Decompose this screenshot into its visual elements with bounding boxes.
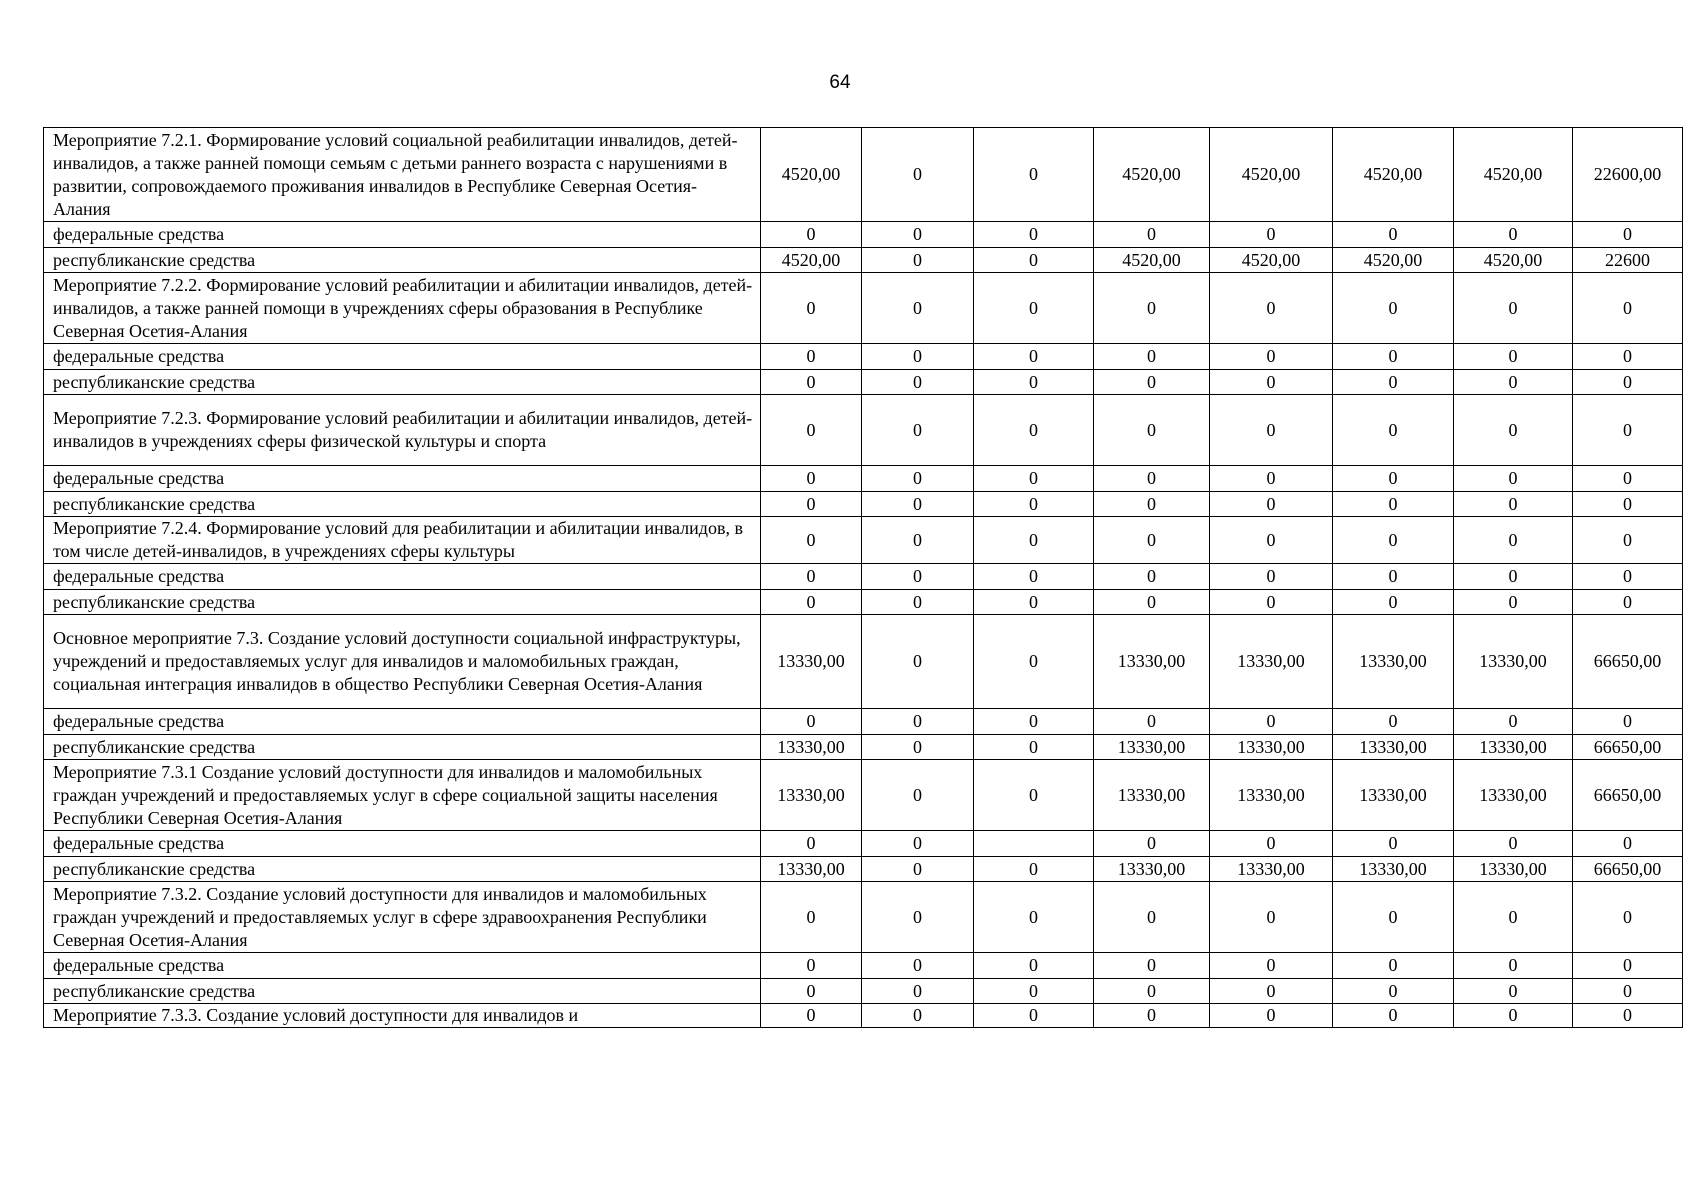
value-cell: 0 <box>974 953 1094 979</box>
value-cell: 0 <box>761 979 862 1004</box>
value-cell: 0 <box>1094 370 1210 395</box>
value-cell: 0 <box>1454 273 1573 344</box>
value-cell: 0 <box>1210 222 1333 248</box>
value-cell: 0 <box>761 370 862 395</box>
value-cell: 0 <box>1210 370 1333 395</box>
value-cell <box>974 831 1094 857</box>
value-cell: 0 <box>1094 466 1210 492</box>
value-cell: 0 <box>1333 395 1454 466</box>
value-cell: 0 <box>862 1004 974 1028</box>
row-label: федеральные средства <box>44 953 761 979</box>
value-cell: 4520,00 <box>1454 128 1573 222</box>
value-cell: 0 <box>1333 273 1454 344</box>
value-cell: 0 <box>862 370 974 395</box>
value-cell: 0 <box>974 1004 1094 1028</box>
row-label: федеральные средства <box>44 709 761 735</box>
value-cell: 0 <box>1454 590 1573 615</box>
value-cell: 0 <box>1333 466 1454 492</box>
value-cell: 0 <box>1210 709 1333 735</box>
value-cell: 0 <box>1210 492 1333 517</box>
table-row <box>44 395 1683 466</box>
value-cell: 0 <box>1210 831 1333 857</box>
row-label: республиканские средства <box>44 979 761 1004</box>
table-row <box>44 222 1683 248</box>
row-label: республиканские средства <box>44 370 761 395</box>
row-label: федеральные средства <box>44 222 761 248</box>
value-cell: 0 <box>974 735 1094 760</box>
value-cell: 0 <box>1094 395 1210 466</box>
value-cell: 0 <box>1333 831 1454 857</box>
value-cell: 13330,00 <box>1333 615 1454 709</box>
table-row <box>44 590 1683 615</box>
value-cell: 13330,00 <box>1210 760 1333 831</box>
value-cell: 0 <box>1573 564 1683 590</box>
value-cell: 0 <box>974 466 1094 492</box>
value-cell: 0 <box>1573 882 1683 953</box>
value-cell: 0 <box>1333 979 1454 1004</box>
value-cell: 0 <box>761 395 862 466</box>
value-cell: 0 <box>974 222 1094 248</box>
value-cell: 0 <box>974 615 1094 709</box>
value-cell: 0 <box>862 979 974 1004</box>
value-cell: 0 <box>974 248 1094 273</box>
value-cell: 0 <box>1210 882 1333 953</box>
value-cell: 0 <box>1454 564 1573 590</box>
value-cell: 0 <box>862 273 974 344</box>
value-cell: 0 <box>974 517 1094 564</box>
value-cell: 0 <box>862 395 974 466</box>
value-cell: 0 <box>974 344 1094 370</box>
value-cell: 13330,00 <box>1454 760 1573 831</box>
value-cell: 0 <box>1210 344 1333 370</box>
value-cell: 0 <box>1094 590 1210 615</box>
table-row <box>44 517 1683 564</box>
table-row <box>44 953 1683 979</box>
value-cell: 0 <box>1573 344 1683 370</box>
value-cell: 0 <box>1094 273 1210 344</box>
value-cell: 13330,00 <box>1210 857 1333 882</box>
table-row <box>44 615 1683 709</box>
value-cell: 0 <box>1094 344 1210 370</box>
value-cell: 0 <box>1454 492 1573 517</box>
value-cell: 4520,00 <box>1210 248 1333 273</box>
value-cell: 13330,00 <box>1094 615 1210 709</box>
value-cell: 0 <box>1094 517 1210 564</box>
row-label: федеральные средства <box>44 344 761 370</box>
value-cell: 0 <box>1094 222 1210 248</box>
value-cell: 0 <box>1454 1004 1573 1028</box>
value-cell: 66650,00 <box>1573 857 1683 882</box>
value-cell: 0 <box>1573 517 1683 564</box>
value-cell: 0 <box>1333 370 1454 395</box>
value-cell: 0 <box>862 735 974 760</box>
value-cell: 0 <box>862 564 974 590</box>
value-cell: 0 <box>1333 590 1454 615</box>
value-cell: 0 <box>1573 979 1683 1004</box>
value-cell: 0 <box>1094 882 1210 953</box>
row-label: республиканские средства <box>44 590 761 615</box>
value-cell: 0 <box>1094 709 1210 735</box>
table-row <box>44 128 1683 222</box>
table-row <box>44 979 1683 1004</box>
value-cell: 0 <box>761 344 862 370</box>
value-cell: 13330,00 <box>1333 760 1454 831</box>
row-label: Мероприятие 7.2.4. Формирование условий для реабилитации и абилитации инвалидов, в том числе детей-инвалидов, в учреждениях сферы культуры <box>44 517 761 564</box>
table-row <box>44 882 1683 953</box>
value-cell: 0 <box>1573 590 1683 615</box>
value-cell: 4520,00 <box>1333 128 1454 222</box>
value-cell: 0 <box>1573 1004 1683 1028</box>
value-cell: 13330,00 <box>761 735 862 760</box>
value-cell: 0 <box>1094 564 1210 590</box>
value-cell: 0 <box>974 590 1094 615</box>
row-label: Мероприятие 7.3.1 Создание условий доступности для инвалидов и маломобильных граждан учреждений и предоставляемых услуг в сфере социальной защиты населения Республики Северная Осетия-Алания <box>44 760 761 831</box>
value-cell: 0 <box>1333 882 1454 953</box>
value-cell: 13330,00 <box>761 615 862 709</box>
table-row <box>44 344 1683 370</box>
value-cell: 0 <box>761 564 862 590</box>
value-cell: 0 <box>1573 492 1683 517</box>
value-cell: 0 <box>1333 564 1454 590</box>
value-cell: 0 <box>1573 395 1683 466</box>
value-cell: 0 <box>1333 222 1454 248</box>
value-cell: 0 <box>1454 953 1573 979</box>
value-cell: 0 <box>974 128 1094 222</box>
value-cell: 4520,00 <box>1094 248 1210 273</box>
value-cell: 0 <box>862 344 974 370</box>
value-cell: 0 <box>1573 222 1683 248</box>
value-cell: 0 <box>1094 979 1210 1004</box>
value-cell: 0 <box>862 222 974 248</box>
value-cell: 0 <box>974 760 1094 831</box>
value-cell: 0 <box>1454 466 1573 492</box>
value-cell: 0 <box>1210 564 1333 590</box>
row-label: федеральные средства <box>44 466 761 492</box>
value-cell: 0 <box>1094 953 1210 979</box>
value-cell: 22600 <box>1573 248 1683 273</box>
value-cell: 0 <box>1573 709 1683 735</box>
value-cell: 0 <box>1210 517 1333 564</box>
value-cell: 0 <box>1454 344 1573 370</box>
value-cell: 0 <box>1094 492 1210 517</box>
row-label: Мероприятие 7.2.3. Формирование условий реабилитации и абилитации инвалидов, детей-инвалидов в учреждениях сферы физической культуры и спорта <box>44 395 761 466</box>
value-cell: 0 <box>761 222 862 248</box>
value-cell: 13330,00 <box>1454 857 1573 882</box>
value-cell: 0 <box>974 370 1094 395</box>
table-row <box>44 857 1683 882</box>
value-cell: 0 <box>862 709 974 735</box>
value-cell: 0 <box>862 248 974 273</box>
value-cell: 0 <box>1573 370 1683 395</box>
value-cell: 4520,00 <box>1094 128 1210 222</box>
row-label: Мероприятие 7.2.2. Формирование условий реабилитации и абилитации инвалидов, детей-инвалидов, а также ранней помощи в учреждениях сферы образования в Республике Северная Осетия-Алания <box>44 273 761 344</box>
row-label: республиканские средства <box>44 857 761 882</box>
value-cell: 0 <box>862 517 974 564</box>
row-label: Основное мероприятие 7.3. Создание условий доступности социальной инфраструктуры, учреждений и предоставляемых услуг для инвалидов и маломобильных граждан, социальная интеграция инвалидов в общество Республики Северная Осетия-Алания <box>44 615 761 709</box>
value-cell: 0 <box>862 492 974 517</box>
value-cell: 0 <box>1573 466 1683 492</box>
value-cell: 0 <box>1454 370 1573 395</box>
value-cell: 0 <box>974 857 1094 882</box>
value-cell: 13330,00 <box>1094 857 1210 882</box>
row-label: Мероприятие 7.3.3. Создание условий доступности для инвалидов и <box>44 1004 761 1028</box>
table-row <box>44 370 1683 395</box>
value-cell: 0 <box>1210 466 1333 492</box>
value-cell: 13330,00 <box>1454 735 1573 760</box>
value-cell: 0 <box>761 517 862 564</box>
value-cell: 0 <box>1333 1004 1454 1028</box>
value-cell: 0 <box>862 882 974 953</box>
value-cell: 0 <box>761 882 862 953</box>
value-cell: 0 <box>761 590 862 615</box>
value-cell: 0 <box>862 128 974 222</box>
value-cell: 4520,00 <box>761 128 862 222</box>
budget-table <box>43 127 1683 1028</box>
value-cell: 0 <box>1454 979 1573 1004</box>
page-number: 64 <box>829 72 851 93</box>
value-cell: 0 <box>862 615 974 709</box>
value-cell: 13330,00 <box>1094 735 1210 760</box>
value-cell: 0 <box>1210 395 1333 466</box>
value-cell: 13330,00 <box>761 857 862 882</box>
value-cell: 0 <box>1573 953 1683 979</box>
value-cell: 13330,00 <box>1094 760 1210 831</box>
value-cell: 66650,00 <box>1573 760 1683 831</box>
row-label: республиканские средства <box>44 248 761 273</box>
value-cell: 0 <box>1094 831 1210 857</box>
value-cell: 0 <box>1454 222 1573 248</box>
table-row <box>44 1004 1683 1028</box>
value-cell: 0 <box>974 979 1094 1004</box>
value-cell: 0 <box>974 395 1094 466</box>
value-cell: 0 <box>761 1004 862 1028</box>
value-cell: 13330,00 <box>1454 615 1573 709</box>
value-cell: 0 <box>1454 709 1573 735</box>
value-cell: 0 <box>1094 1004 1210 1028</box>
value-cell: 0 <box>1210 273 1333 344</box>
value-cell: 0 <box>862 466 974 492</box>
table-row <box>44 831 1683 857</box>
row-label: Мероприятие 7.3.2. Создание условий доступности для инвалидов и маломобильных граждан учреждений и предоставляемых услуг в сфере здравоохранения Республики Северная Осетия-Алания <box>44 882 761 953</box>
value-cell: 4520,00 <box>1454 248 1573 273</box>
value-cell: 0 <box>1333 517 1454 564</box>
value-cell: 0 <box>1210 953 1333 979</box>
value-cell: 0 <box>974 492 1094 517</box>
value-cell: 0 <box>761 492 862 517</box>
row-label: республиканские средства <box>44 492 761 517</box>
value-cell: 0 <box>761 466 862 492</box>
value-cell: 0 <box>1454 517 1573 564</box>
row-label: республиканские средства <box>44 735 761 760</box>
table-row <box>44 564 1683 590</box>
value-cell: 0 <box>862 590 974 615</box>
value-cell: 13330,00 <box>761 760 862 831</box>
value-cell: 4520,00 <box>761 248 862 273</box>
value-cell: 13330,00 <box>1210 735 1333 760</box>
value-cell: 0 <box>761 273 862 344</box>
table-row <box>44 248 1683 273</box>
value-cell: 0 <box>1333 492 1454 517</box>
value-cell: 0 <box>862 953 974 979</box>
row-label: Мероприятие 7.2.1. Формирование условий социальной реабилитации инвалидов, детей-инвалидов, а также ранней помощи семьям с детьми раннего возраста с нарушениями в развитии, сопровождаемого проживания инвалидов в Республике Северная Осетия-Алания <box>44 128 761 222</box>
value-cell: 0 <box>862 831 974 857</box>
value-cell: 13330,00 <box>1333 857 1454 882</box>
value-cell: 66650,00 <box>1573 735 1683 760</box>
value-cell: 0 <box>1333 953 1454 979</box>
value-cell: 0 <box>974 273 1094 344</box>
value-cell: 13330,00 <box>1333 735 1454 760</box>
value-cell: 66650,00 <box>1573 615 1683 709</box>
value-cell: 0 <box>1454 882 1573 953</box>
value-cell: 13330,00 <box>1210 615 1333 709</box>
value-cell: 0 <box>862 760 974 831</box>
value-cell: 0 <box>761 709 862 735</box>
value-cell: 0 <box>1210 590 1333 615</box>
value-cell: 0 <box>1573 273 1683 344</box>
table-body <box>44 128 1683 1028</box>
value-cell: 0 <box>974 882 1094 953</box>
table-row <box>44 466 1683 492</box>
table-row <box>44 709 1683 735</box>
value-cell: 0 <box>862 857 974 882</box>
value-cell: 0 <box>1333 709 1454 735</box>
table-row <box>44 273 1683 344</box>
value-cell: 0 <box>761 831 862 857</box>
table-row <box>44 492 1683 517</box>
value-cell: 0 <box>761 953 862 979</box>
value-cell: 0 <box>1454 831 1573 857</box>
row-label: федеральные средства <box>44 564 761 590</box>
value-cell: 0 <box>1210 1004 1333 1028</box>
table-row <box>44 760 1683 831</box>
value-cell: 0 <box>1573 831 1683 857</box>
value-cell: 0 <box>1333 344 1454 370</box>
row-label: федеральные средства <box>44 831 761 857</box>
value-cell: 4520,00 <box>1210 128 1333 222</box>
value-cell: 0 <box>1454 395 1573 466</box>
value-cell: 0 <box>974 709 1094 735</box>
value-cell: 4520,00 <box>1333 248 1454 273</box>
value-cell: 0 <box>974 564 1094 590</box>
value-cell: 0 <box>1210 979 1333 1004</box>
value-cell: 22600,00 <box>1573 128 1683 222</box>
table-row <box>44 735 1683 760</box>
